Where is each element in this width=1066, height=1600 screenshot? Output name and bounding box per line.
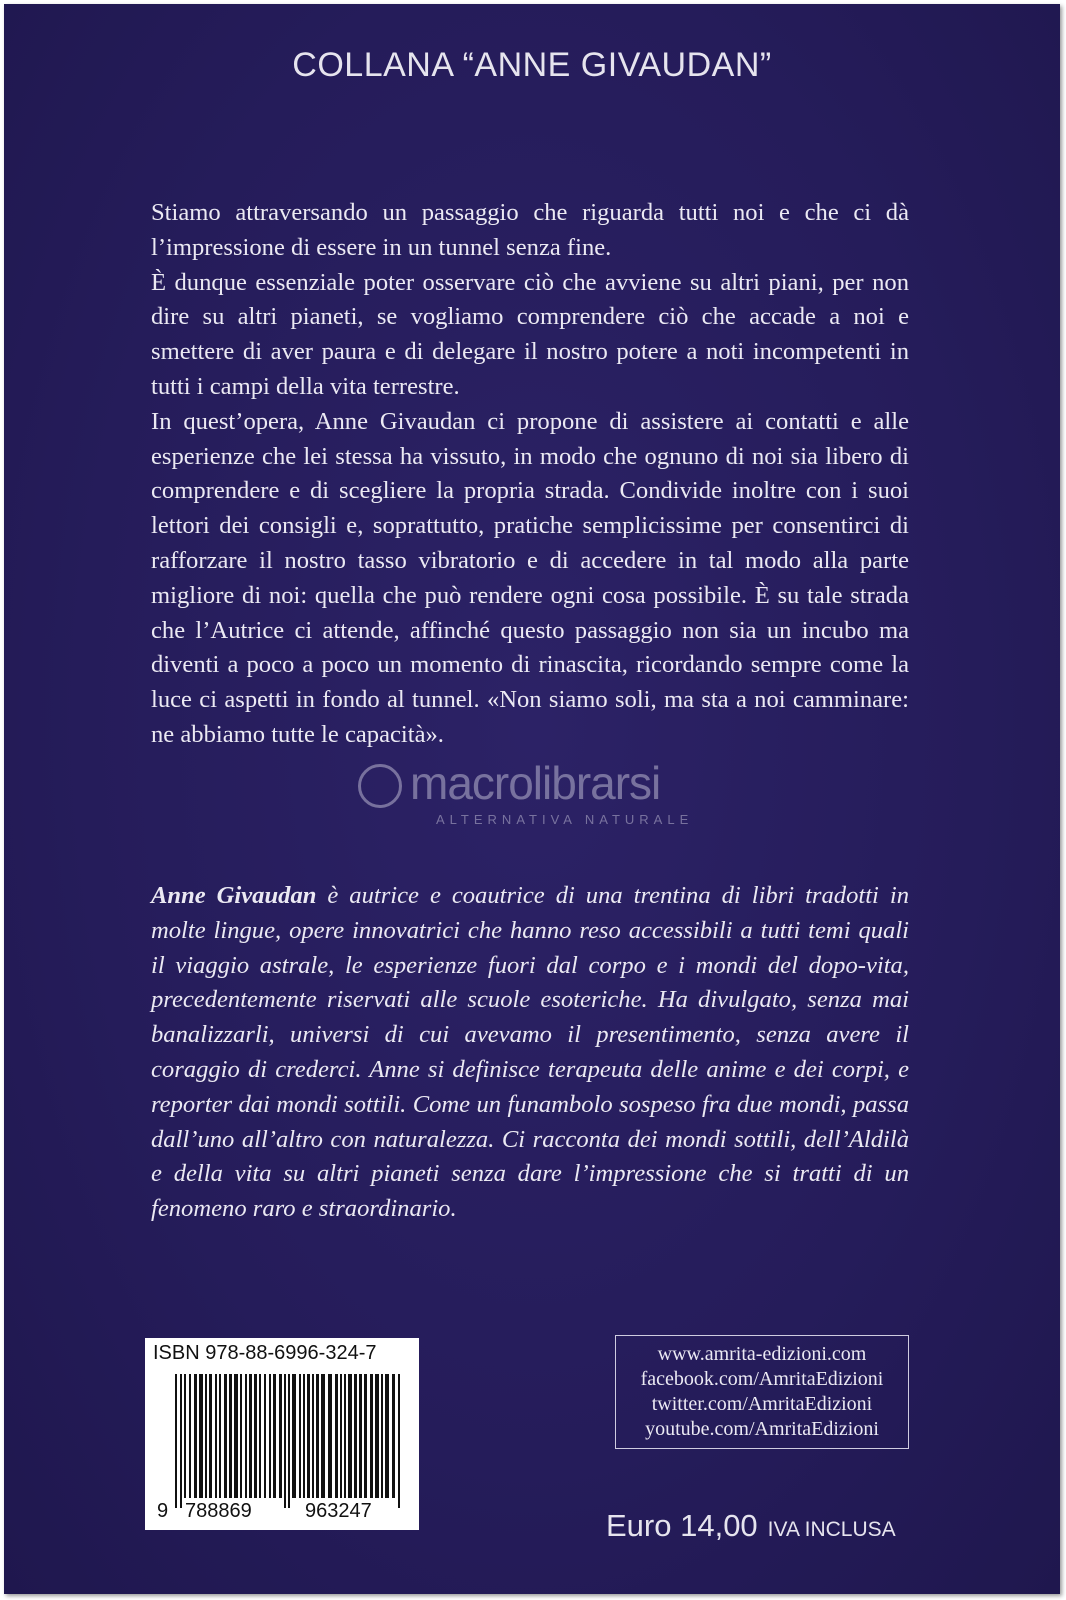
barcode-bar bbox=[307, 1374, 310, 1498]
barcode-bar bbox=[303, 1374, 305, 1498]
barcode-bar bbox=[316, 1374, 319, 1498]
watermark-ring-icon bbox=[358, 764, 402, 808]
barcode-bar bbox=[375, 1374, 379, 1498]
barcode-bar bbox=[219, 1374, 221, 1498]
barcode-bar bbox=[364, 1374, 367, 1498]
barcode-bar bbox=[209, 1374, 212, 1498]
barcode-bar bbox=[335, 1374, 338, 1498]
barcode-bar bbox=[254, 1374, 257, 1498]
barcode-bar bbox=[354, 1374, 357, 1498]
barcode-bar bbox=[199, 1374, 203, 1498]
back-cover bbox=[4, 4, 1060, 1594]
barcode-bar bbox=[249, 1374, 252, 1498]
link-twitter[interactable]: twitter.com/AmritaEdizioni bbox=[651, 1393, 873, 1415]
barcode-bar bbox=[240, 1374, 242, 1498]
barcode-bar bbox=[312, 1374, 314, 1498]
publisher-links bbox=[615, 1335, 909, 1449]
barcode-bar bbox=[224, 1374, 227, 1498]
barcode-bar bbox=[205, 1374, 207, 1498]
barcode-bar bbox=[215, 1374, 217, 1498]
barcode-digits-left: 788869 bbox=[185, 1500, 252, 1522]
isbn-label: ISBN 978-88-6996-324-7 bbox=[153, 1342, 377, 1364]
barcode-bar bbox=[321, 1374, 325, 1498]
watermark-logo bbox=[352, 752, 752, 842]
series-title: COLLANA “ANNE GIVAUDAN” bbox=[292, 46, 772, 84]
price-amount: Euro 14,00 bbox=[606, 1508, 758, 1543]
description-paragraph-3: In quest’opera, Anne Givaudan ci propone di assistere ai contatti e alle esperienze che lei stessa ha vissuto, in modo che ognuno di noi sia libero di comprendere e di scegliere la propria strada. Condivide inoltre con i suoi lettori dei consigli e, soprattutto, pratiche semplicissime per consentirci di rafforzare il nostro tasso vibratorio e di accedere in tal modo alla parte migliore di noi: quella che può rendere ogni cosa possibile. È su tale strada che l’Autrice ci attende, affinché questo passaggio non sia un incubo ma diventi a poco a poco un momento di rinascita, ricordando sempre come la luce ci aspetti in fondo al tunnel. «Non siamo soli, ma sta a noi camminare: ne abbiamo tutte le capacità». bbox=[151, 407, 909, 748]
barcode-bar bbox=[273, 1374, 276, 1498]
book-description bbox=[151, 196, 909, 753]
barcode-bar bbox=[398, 1374, 400, 1508]
link-youtube[interactable]: youtube.com/AmritaEdizioni bbox=[645, 1418, 879, 1440]
barcode-bar bbox=[175, 1374, 177, 1508]
barcode-bar bbox=[184, 1374, 186, 1498]
barcode-bar bbox=[269, 1374, 271, 1498]
description-paragraph-1: Stiamo attraversando un passaggio che riguarda tutti noi e che ci dà l’impressione di essere in un tunnel senza fine. bbox=[151, 199, 909, 261]
barcode-bar bbox=[194, 1374, 197, 1498]
link-website[interactable]: www.amrita-edizioni.com bbox=[657, 1343, 867, 1365]
barcode-bar bbox=[381, 1374, 383, 1498]
barcode-bar bbox=[288, 1374, 290, 1508]
watermark-name: macrolibrarsi bbox=[410, 757, 661, 809]
barcode-bar bbox=[348, 1374, 352, 1498]
barcode-bar bbox=[370, 1374, 373, 1498]
description-paragraph-2: È dunque essenziale poter osservare ciò che avviene su altri piani, per non dire su altri pianeti, se vogliamo comprendere ciò che accade a noi e smettere di aver paura e di delegare il nostro potere a noti incompetenti in tutti i campi della vita terrestre. bbox=[151, 268, 909, 400]
barcode-bar bbox=[284, 1374, 286, 1508]
barcode-digits-right: 963247 bbox=[305, 1500, 372, 1522]
barcode-bar bbox=[299, 1374, 301, 1498]
barcode-bar bbox=[264, 1374, 266, 1498]
link-facebook[interactable]: facebook.com/AmritaEdizioni bbox=[640, 1368, 884, 1390]
barcode-bar bbox=[292, 1374, 296, 1498]
barcode-bar bbox=[259, 1374, 261, 1498]
barcode-bar bbox=[180, 1374, 182, 1508]
price bbox=[606, 1508, 896, 1544]
barcode-bar bbox=[189, 1374, 191, 1498]
barcode-bar bbox=[279, 1374, 282, 1498]
author-bio-text: è autrice e coautrice di una trentina di libri tradotti in molte lingue, opere innovatrici che hanno reso accessibili a tutti temi quali il viaggio astrale, le esperienze fuori dal corpo e i mondi del dopo-vita, precedentemente riservati alle scuole esoteriche. Ha divulgato, senza mai banalizzarli, universi di cui avevamo il presentimento, senza avere il coraggio di crederci. Anne si definisce terapeuta delle anime e dei corpi, e reporter dai mondi sottili. Come un funambolo sospeso fra due mondi, passa dall’uno all’altro con naturalezza. Ci racconta dei mondi sottili, dell’Aldilà e della vita su altri pianeti senza dare l’impressione che si tratti di un fenomeno raro e straordinario. bbox=[151, 882, 909, 1223]
barcode-bar bbox=[385, 1374, 389, 1498]
price-vat: IVA INCLUSA bbox=[767, 1518, 896, 1541]
barcode-bar bbox=[328, 1374, 332, 1498]
author-bio bbox=[151, 879, 909, 1227]
barcode-bar bbox=[344, 1374, 346, 1498]
author-name: Anne Givaudan bbox=[151, 882, 317, 909]
barcode-bar bbox=[340, 1374, 342, 1498]
barcode-bar bbox=[359, 1374, 362, 1498]
barcode-bar bbox=[234, 1374, 238, 1498]
barcode-bar bbox=[392, 1374, 395, 1498]
watermark-tagline: ALTERNATIVA NATURALE bbox=[436, 812, 694, 827]
barcode-bar bbox=[229, 1374, 232, 1498]
barcode-panel bbox=[145, 1338, 419, 1530]
barcode-digit-prefix: 9 bbox=[157, 1500, 169, 1522]
barcode-bar bbox=[245, 1374, 247, 1498]
